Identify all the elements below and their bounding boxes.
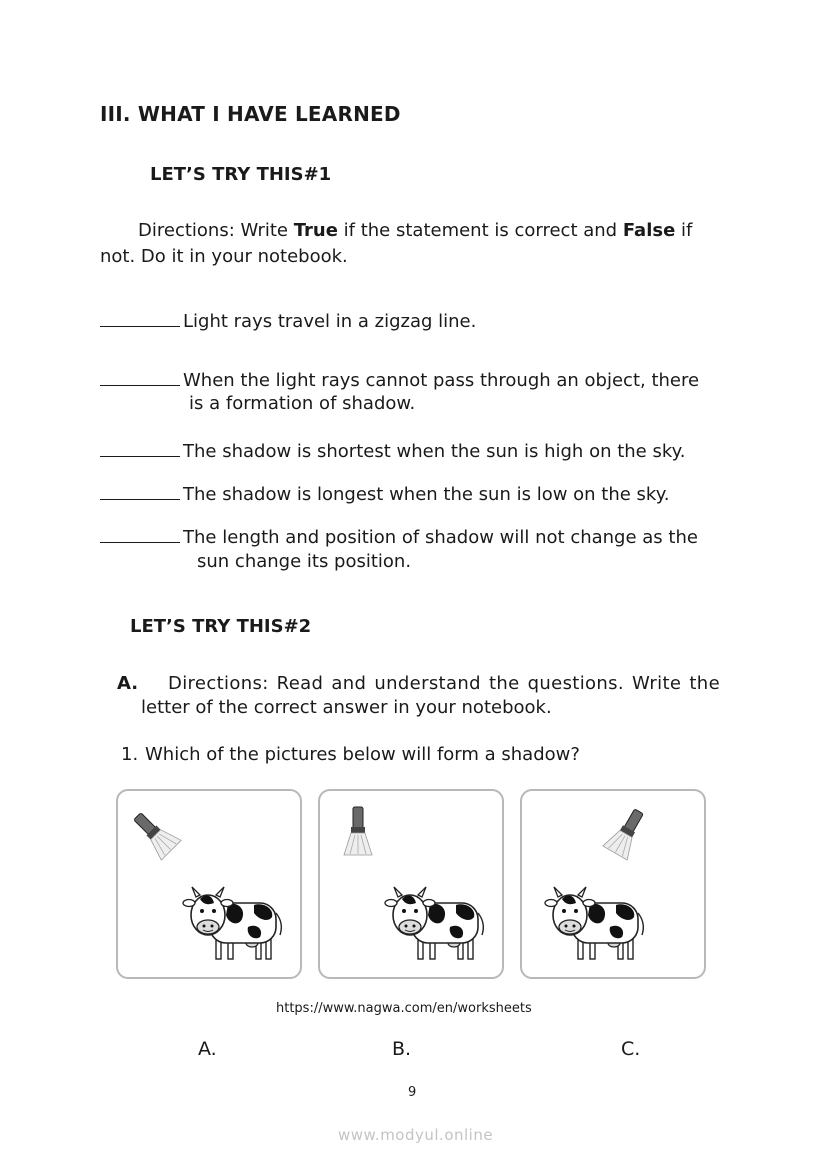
picture-option-a [116,789,302,979]
answer-blank [100,524,180,543]
answer-blank [100,308,180,327]
choice-a-label: A. [198,1038,217,1060]
word-true: True [293,220,338,241]
cow-icon [545,887,643,959]
activity1-title: LET’S TRY THIS#1 [150,164,332,185]
flashlight-icon [603,804,651,860]
part-label: A. [117,673,139,694]
activity1-directions-line2: not. Do it in your notebook. [100,246,348,267]
statement-item [100,438,685,464]
watermark: www.modyul.online [338,1126,494,1144]
page-number: 9 [408,1085,417,1100]
image-source: https://www.nagwa.com/en/worksheets [276,1001,532,1016]
statement-item [100,524,698,550]
statement-item [100,481,670,507]
statement-text-cont: sun change its position. [197,551,412,572]
statement-text: Light rays travel in a zigzag line. [183,311,477,332]
answer-blank [100,438,180,457]
statement-text: When the light rays cannot pass through an object, there [183,370,700,391]
activity2-title: LET’S TRY THIS#2 [130,616,312,637]
question-number: 1. [121,744,139,765]
statement-item [100,367,699,393]
word-false: False [622,220,676,241]
statement-text: The shadow is longest when the sun is low on the sky. [183,484,670,505]
answer-blank [100,367,180,386]
answer-blank [100,481,180,500]
choice-b-label: B. [392,1038,412,1060]
flashlight-icon [127,806,181,860]
activity1-directions [138,219,692,243]
choice-c-label: C. [621,1038,641,1060]
activity2-directions-line2: letter of the correct answer in your notebook. [141,697,552,718]
directions-prefix: Directions: Write [138,220,294,241]
statement-text-cont: is a formation of shadow. [189,393,416,414]
statement-item [100,308,476,334]
statement-text: The length and position of shadow will not change as the [183,527,698,548]
picture-option-c [520,789,706,979]
cow-icon [183,887,281,959]
flashlight-icon [344,807,372,855]
section-title: III. WHAT I HAVE LEARNED [100,102,401,126]
statement-text: The shadow is shortest when the sun is high on the sky. [183,441,686,462]
directions-mid: if the statement is correct and [337,220,623,241]
activity2-directions: Directions: Read and understand the questions. Write the [168,673,720,694]
cow-icon [385,887,483,959]
directions-suffix: if [675,220,693,241]
question-text: Which of the pictures below will form a shadow? [145,744,580,765]
picture-option-b [318,789,504,979]
